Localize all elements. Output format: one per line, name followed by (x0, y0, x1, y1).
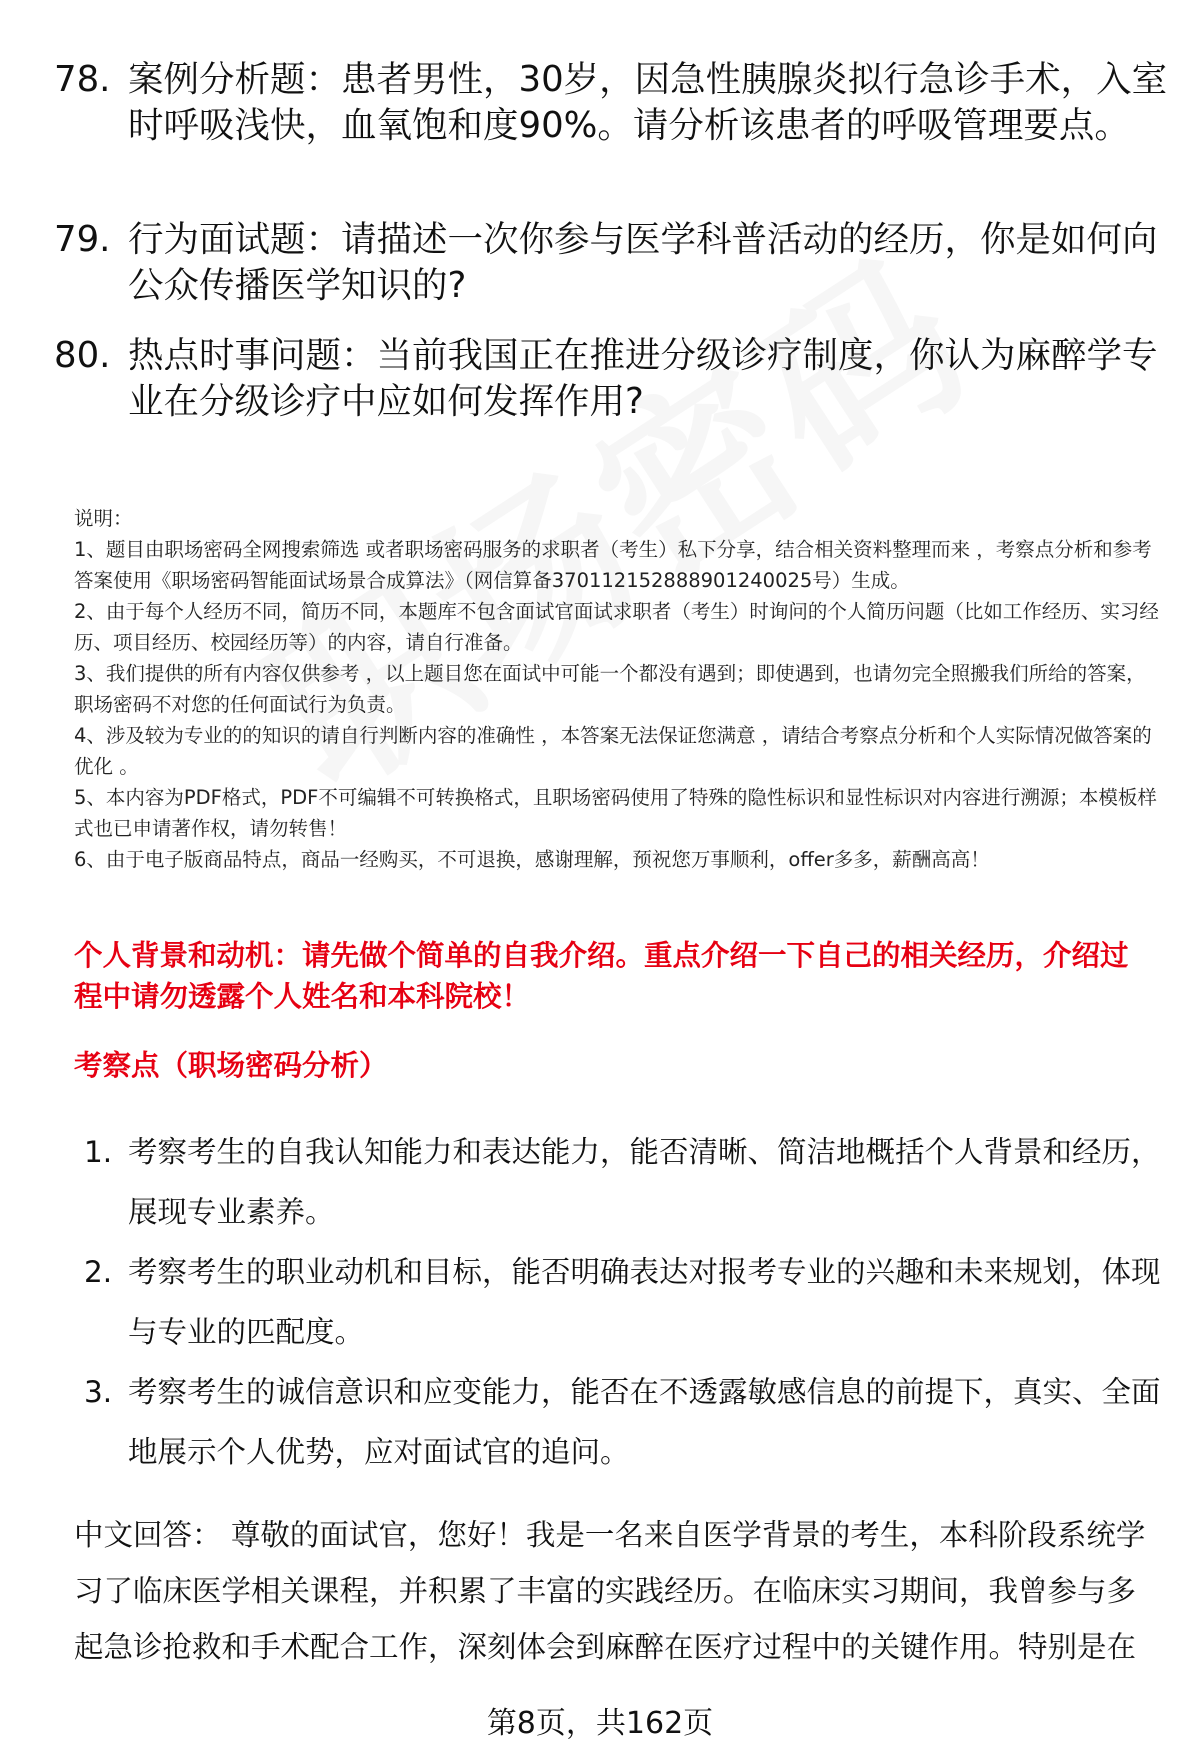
note-line: 4、涉及较为专业的的知识的请自行判断内容的准确性 ，本答案无法保证您满意 ，请结合考察点分析和个人实际情况做答案的优化 。 (74, 724, 1152, 778)
note-line: 2、由于每个人经历不同，简历不同，本题库不包含面试官面试求职者（考生）时询问的个人简历问题（比如工作经历、实习经历、项目经历、校园经历等）的内容，请自行准备。 (74, 600, 1159, 654)
point-number: 3. (84, 1375, 113, 1409)
question-number: 80. (54, 335, 111, 376)
question-number: 79. (54, 219, 111, 260)
analysis-point (84, 1362, 1164, 1482)
point-text: 考察考生的诚信意识和应变能力，能否在不透露敏感信息的前提下，真实、全面地展示个人优势，应对面试官的追问。 (128, 1375, 1161, 1469)
notes-section (74, 503, 1164, 875)
note-line: 3、我们提供的所有内容仅供参考 ，以上题目您在面试中可能一个都没有遇到；即使遇到，也请勿完全照搬我们所给的答案，职场密码不对您的任何面试行为负责。 (74, 662, 1146, 716)
answer-text: 中文回答： 尊敬的面试官，您好！我是一名来自医学背景的考生，本科阶段系统学习了临床医学相关课程，并积累了丰富的实践经历。在临床实习期间，我曾参与多起急诊抢救和手术配合工作，深刻体会到麻醉在医疗过程中的关键作用。特别是在 (74, 1518, 1146, 1664)
notes-heading: 说明： (74, 507, 133, 530)
note-line: 5、本内容为PDF格式，PDF不可编辑不可转换格式，且职场密码使用了特殊的隐性标识和显性标识对内容进行溯源；本模板样式也已申请著作权，请勿转售！ (74, 786, 1157, 840)
note-line: 1、题目由职场密码全网搜索筛选 或者职场密码服务的求职者（考生）私下分享，结合相关资料整理而来 ，考察点分析和参考答案使用《职场密码智能面试场景合成算法》（网信算备370112152888901240025号）生成。 (74, 538, 1152, 592)
point-text: 考察考生的职业动机和目标，能否明确表达对报考专业的兴趣和未来规划，体现与专业的匹配度。 (128, 1255, 1161, 1349)
section-title: 个人背景和动机：请先做个简单的自我介绍。重点介绍一下自己的相关经历，介绍过程中请勿透露个人姓名和本科院校！ (74, 939, 1129, 1013)
analysis-point (84, 1242, 1164, 1362)
question-number: 78. (54, 59, 111, 100)
analysis-point (84, 1122, 1164, 1242)
section-subtitle: 考察点（职场密码分析） (74, 1049, 388, 1082)
point-number: 1. (84, 1135, 113, 1169)
question-text: 热点时事问题：当前我国正在推进分级诊疗制度，你认为麻醉学专业在分级诊疗中应如何发挥作用? (128, 335, 1158, 422)
page-number: 第8页，共162页 (486, 1706, 714, 1741)
question-text: 案例分析题：患者男性，30岁，因急性胰腺炎拟行急诊手术，入室时呼吸浅快，血氧饱和度90%。请分析该患者的呼吸管理要点。 (128, 59, 1168, 146)
point-text: 考察考生的自我认知能力和表达能力，能否清晰、简洁地概括个人背景和经历，展现专业素养。 (128, 1135, 1161, 1229)
note-line: 6、由于电子版商品特点，商品一经购买，不可退换，感谢理解，预祝您万事顺利，offer多多，薪酬高高！ (74, 848, 990, 871)
question-text: 行为面试题：请描述一次你参与医学科普活动的经历，你是如何向公众传播医学知识的? (128, 219, 1158, 306)
analysis-points (84, 1122, 1164, 1482)
point-number: 2. (84, 1255, 113, 1289)
